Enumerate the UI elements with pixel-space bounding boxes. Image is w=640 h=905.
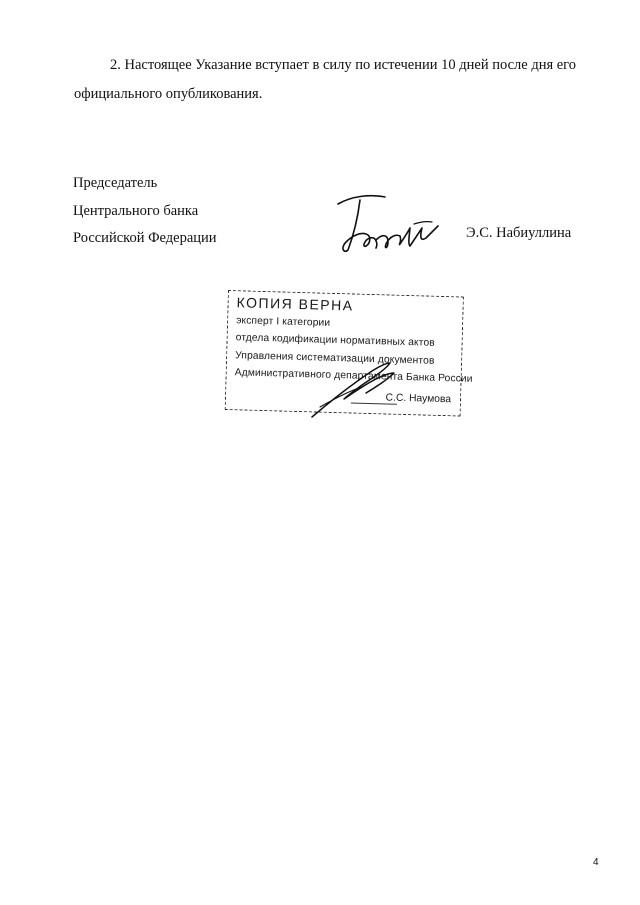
- page-number: 4: [593, 857, 599, 868]
- stamp-line: отдела кодификации нормативных актов: [235, 332, 435, 349]
- stamp-handwritten-signature: [290, 355, 410, 423]
- stamp-line: Управления систематизации документов: [235, 350, 435, 367]
- signatory-name: Э.С. Набиуллина: [466, 225, 572, 241]
- stamp-line: Административного департамента Банка России: [234, 367, 473, 385]
- signatory-title-line: Российской Федерации: [73, 230, 217, 246]
- handwritten-signature: [330, 188, 445, 258]
- stamp-name: С.С. Наумова: [385, 392, 452, 406]
- body-paragraph: 2. Настоящее Указание вступает в силу по истечении 10 дней после дня его официального опубликования.: [74, 57, 577, 102]
- signatory-title-line: Центрального банка: [73, 202, 199, 219]
- stamp-title: КОПИЯ ВЕРНА: [236, 294, 354, 314]
- signatory-title: [73, 170, 217, 253]
- signatory-title-line: Председатель: [73, 175, 158, 191]
- stamp-line: эксперт I категории: [235, 315, 331, 329]
